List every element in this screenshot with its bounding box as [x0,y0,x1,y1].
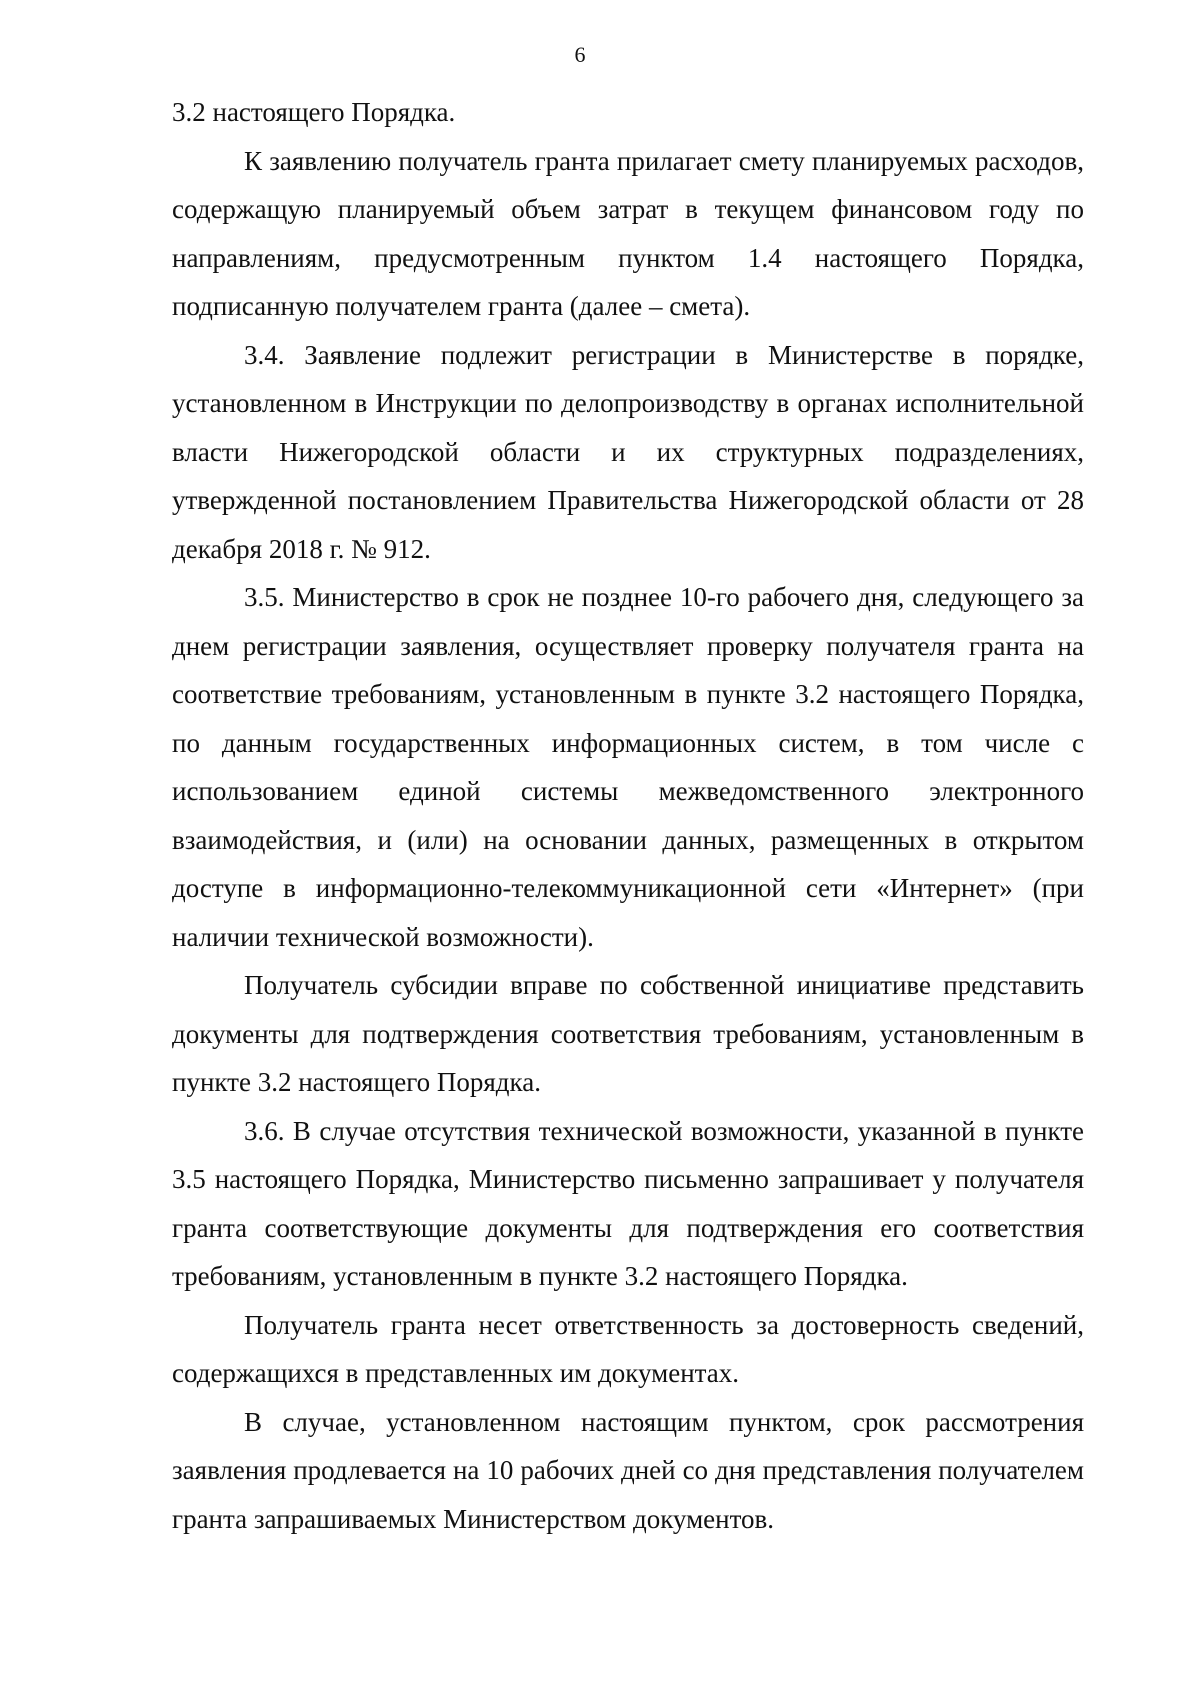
paragraph-3-4: 3.4. Заявление подлежит регистрации в Министерстве в порядке, установленном в Инструкции по делопроизводству в органах исполнительной власти Нижегородской области и их структурных подразделениях, утвержденной постановлением Правительства Нижегородской области от 28 декабря 2018 г. № 912. [172,339,1084,564]
paragraph-continuation: 3.2 настоящего Порядка. [172,97,456,127]
paragraph-3-5: 3.5. Министерство в срок не позднее 10-го рабочего дня, следующего за днем регистрации заявления, осуществляет проверку получателя гранта на соответствие требованиям, установленным в пункте 3.2 настоящего Порядка, по данным государственных информационных систем, в том числе с использованием единой системы межведомственного электронного взаимодействия, и (или) на основании данных, размещенных в открытом доступе в информационно-телекоммуникационной сети «Интернет» (при наличии технической возможности). [172,582,1084,952]
paragraph-extension: В случае, установленном настоящим пунктом, срок рассмотрения заявления продлевается на 10 рабочих дней со дня представления получателем гранта запрашиваемых Министерством документов. [172,1406,1084,1534]
paragraph-estimate-attachment: К заявлению получатель гранта прилагает смету планируемых расходов, содержащую планируемый объем затрат в текущем финансовом году по направлениям, предусмотренным пунктом 1.4 настоящего Порядка, подписанную получателем гранта (далее – смета). [172,145,1084,321]
page-number: 6 [574,42,586,67]
paragraph-optional-documents: Получатель субсидии вправе по собственной инициативе представить документы для подтверждения соответствия требованиям, установленным в пункте 3.2 настоящего Порядка. [172,970,1084,1097]
paragraph-responsibility: Получатель гранта несет ответственность за достоверность сведений, содержащихся в представленных им документах. [172,1309,1084,1388]
document-body [172,88,1084,1543]
paragraph-3-6: 3.6. В случае отсутствия технической возможности, указанной в пункте 3.5 настоящего Порядка, Министерство письменно запрашивает у получателя гранта соответствующие документы для подтверждения его соответствия требованиям, установленным в пункте 3.2 настоящего Порядка. [172,1115,1084,1291]
